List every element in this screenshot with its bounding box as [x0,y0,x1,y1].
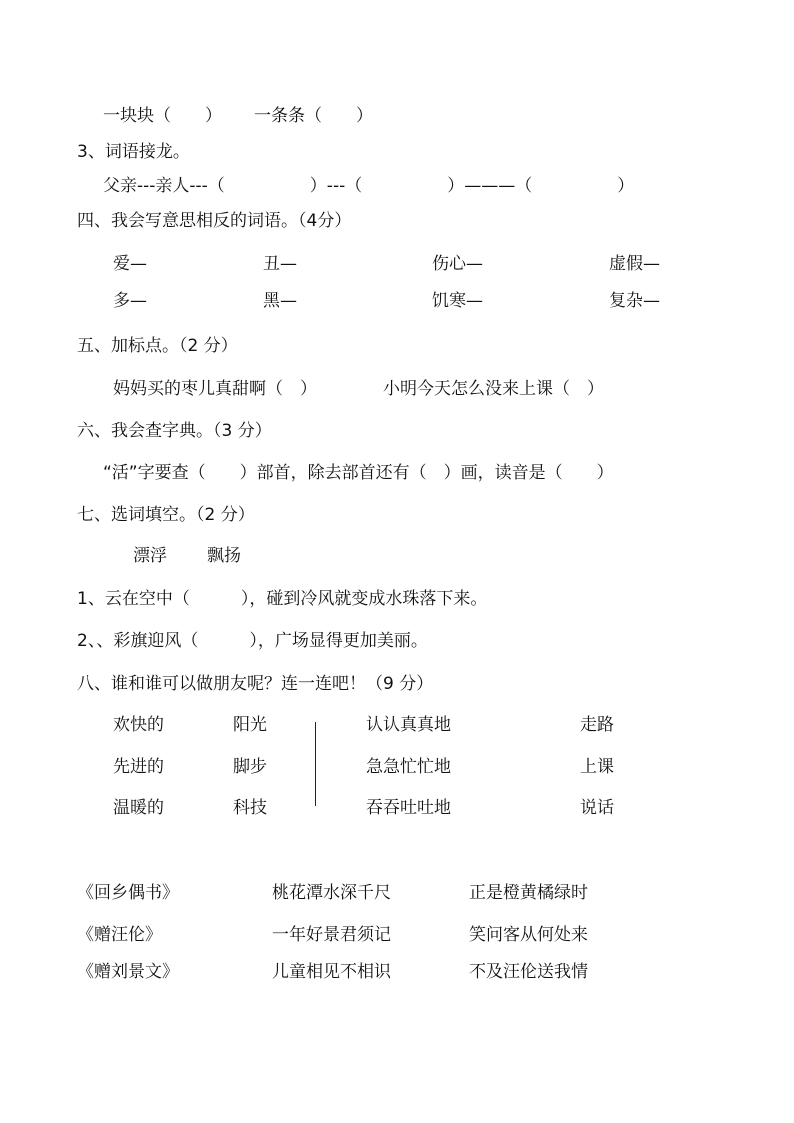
punctuation-item-1: 妈妈买的枣儿真甜啊（ ） [113,379,317,399]
poem-line: 正是橙黄橘绿时 [469,883,588,903]
antonym-item: 黑— [263,291,297,311]
choice-word-2: 飘扬 [207,546,241,566]
q7-sentence-2: 2、、彩旗迎风（ ），广场显得更加美丽。 [77,631,428,651]
match-right-adverb: 认认真真地 [366,715,451,735]
measure-word-1: 一块块（ ） [103,106,222,126]
antonym-item: 虚假— [609,254,660,274]
poem-title: 《回乡偶书》 [77,883,179,903]
match-right-verb: 走路 [580,715,614,735]
antonym-item: 多— [113,291,147,311]
poem-line: 儿童相见不相识 [272,962,391,982]
poem-title: 《赠刘景文》 [77,962,179,982]
poem-line: 桃花潭水深千尺 [272,883,391,903]
q5-title: 五、加标点。（2 分） [77,336,238,356]
q4-title: 四、我会写意思相反的词语。（4分） [77,211,352,231]
antonym-item: 伤心— [432,254,483,274]
poem-line: 一年好景君须记 [272,925,391,945]
antonym-item: 复杂— [609,291,660,311]
measure-word-2: 一条条（ ） [254,106,373,126]
match-right-verb: 上课 [580,757,614,777]
poem-line: 不及汪伦送我情 [469,962,588,982]
match-left-noun: 脚步 [233,757,267,777]
match-right-verb: 说话 [580,798,614,818]
poem-title: 《赠汪伦》 [77,925,162,945]
antonym-item: 丑— [263,254,297,274]
q6-dictionary-line: “活”字要查（ ）部首，除去部首还有（ ）画，读音是（ ） [103,463,614,483]
q7-sentence-1: 1、云在空中（ ），碰到冷风就变成水珠落下来。 [77,589,488,609]
match-left-adjective: 欢快的 [113,715,164,735]
poem-line: 笑问客从何处来 [469,925,588,945]
q6-title: 六、我会查字典。（3 分） [77,421,272,441]
choice-word-1: 漂浮 [133,546,167,566]
antonym-item: 饥寒— [432,291,483,311]
q8-title: 八、谁和谁可以做朋友呢？连一连吧！（9 分） [77,674,434,694]
match-right-adverb: 急急忙忙地 [366,757,451,777]
match-left-adjective: 先进的 [113,757,164,777]
match-right-adverb: 吞吞吐吐地 [366,798,451,818]
match-left-noun: 科技 [233,798,267,818]
match-divider-line [315,722,316,806]
match-left-noun: 阳光 [233,715,267,735]
q3-title: 3、词语接龙。 [77,142,190,162]
q3-word-chain: 父亲---亲人---（ ）---（ ）———（ ） [103,176,635,196]
antonym-item: 爱— [113,254,147,274]
q7-title: 七、选词填空。（2 分） [77,505,255,525]
punctuation-item-2: 小明今天怎么没来上课（ ） [383,379,604,399]
match-left-adjective: 温暖的 [113,798,164,818]
